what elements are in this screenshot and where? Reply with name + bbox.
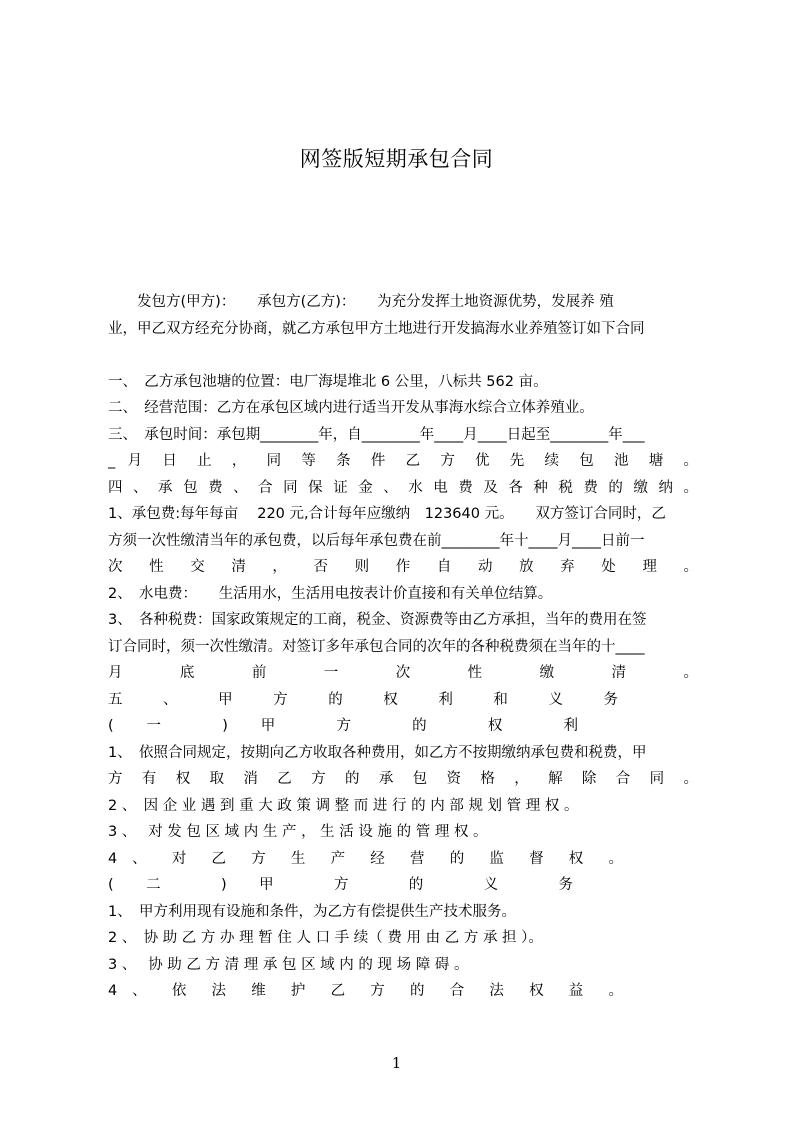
paragraph-line: 4 、 对 乙 方 生 产 经 营 的 监 督 权 。 — [108, 851, 623, 867]
paragraph-line: 四 、 承 包 费 、 合 同 保 证 金 、 水 电 费 及 各 种 税 费 的 缴 纳 。 — [108, 480, 698, 496]
paragraph-line: 订合同时，须一次性缴清。对签订多年承包合同的次年的各种税费须在当年的十____ — [108, 639, 645, 655]
paragraph-line: 2 、 因 企 业 遇 到 重 大 政 策 调 整 而 进 行 的 内 部 规 划 管 理 权 。 — [108, 798, 579, 814]
paragraph-line: 次 性 交 清 ， 否 则 作 自 动 放 弃 处 理 。 — [108, 559, 698, 575]
paragraph-line: 二、 经营范围：乙方在承包区域内进行适当开发从事海水综合立体养殖业。 — [108, 400, 594, 416]
page-number: 1 — [391, 1054, 402, 1072]
paragraph-line: 月 底 前 一 次 性 缴 清 。 — [108, 665, 698, 681]
paragraph-line: 发包方(甲方)： 承包方(乙方)： 为充分发挥土地资源优势，发展养 殖 — [108, 294, 614, 310]
paragraph-line: 一、 乙方承包池塘的位置：电厂海堤堆北 6 公里，八标共 562 亩。 — [108, 374, 548, 390]
section-heading: 五 、 甲 方 的 权 利 和 义 务 — [108, 692, 618, 708]
paragraph-line: 3、 各种税费：国家政策规定的工商，税金、资源费等由乙方承担，当年的费用在签 — [108, 612, 647, 628]
paragraph-line: _ 月 日 止 ， 同 等 条 件 乙 方 优 先 续 包 池 塘 。 — [108, 453, 698, 469]
paragraph-line: 1、承包费:每年每亩 220 元,合计每年应缴纳 123640 元。 双方签订合同时，乙 — [108, 506, 666, 522]
paragraph-line: 1、 甲方利用现有设施和条件，为乙方有偿提供生产技术服务。 — [108, 904, 516, 920]
paragraph-line: 2 、 协 助 乙 方 办 理 暂 住 人 口 手 续（ 费 用 由 乙 方 承 担 ）。 — [108, 930, 543, 946]
paragraph-line: 方 有 权 取 消 乙 方 的 承 包 资 格 ， 解 除 合 同 。 — [108, 771, 698, 787]
paragraph-line: 方须一次性缴清当年的承包费，以后每年承包费在前________年十____月____日前一 — [108, 533, 645, 549]
paragraph-line: 3 、 协 助 乙 方 清 理 承 包 区 域 内 的 现 场 障 碍 。 — [108, 957, 469, 973]
paragraph-line: 1、 依照合同规定，按期向乙方收取各种费用，如乙方不按期缴纳承包费和税费，甲 — [108, 745, 647, 761]
document-title: 网签版短期承包合同 — [299, 147, 494, 171]
subsection-heading: ( 一 ) 甲 方 的 权 利 — [108, 718, 578, 734]
paragraph-line: 4 、 依 法 维 护 乙 方 的 合 法 权 益 。 — [108, 983, 623, 999]
paragraph-line: 三、 承包时间：承包期________年，自________年____月____日起至________年___ — [108, 427, 645, 443]
paragraph-line: 3 、 对 发 包 区 域 内 生 产 ， 生 活 设 施 的 管 理 权 。 — [108, 824, 488, 840]
subsection-heading: ( 二 ) 甲 方 的 义 务 — [108, 877, 573, 893]
paragraph-line: 2、 水电费： 生活用水，生活用电按表计价直接和有关单位结算。 — [108, 586, 553, 602]
paragraph-line: 业，甲乙双方经充分协商，就乙方承包甲方土地进行开发搞海水业养殖签订如下合同 — [108, 321, 645, 337]
